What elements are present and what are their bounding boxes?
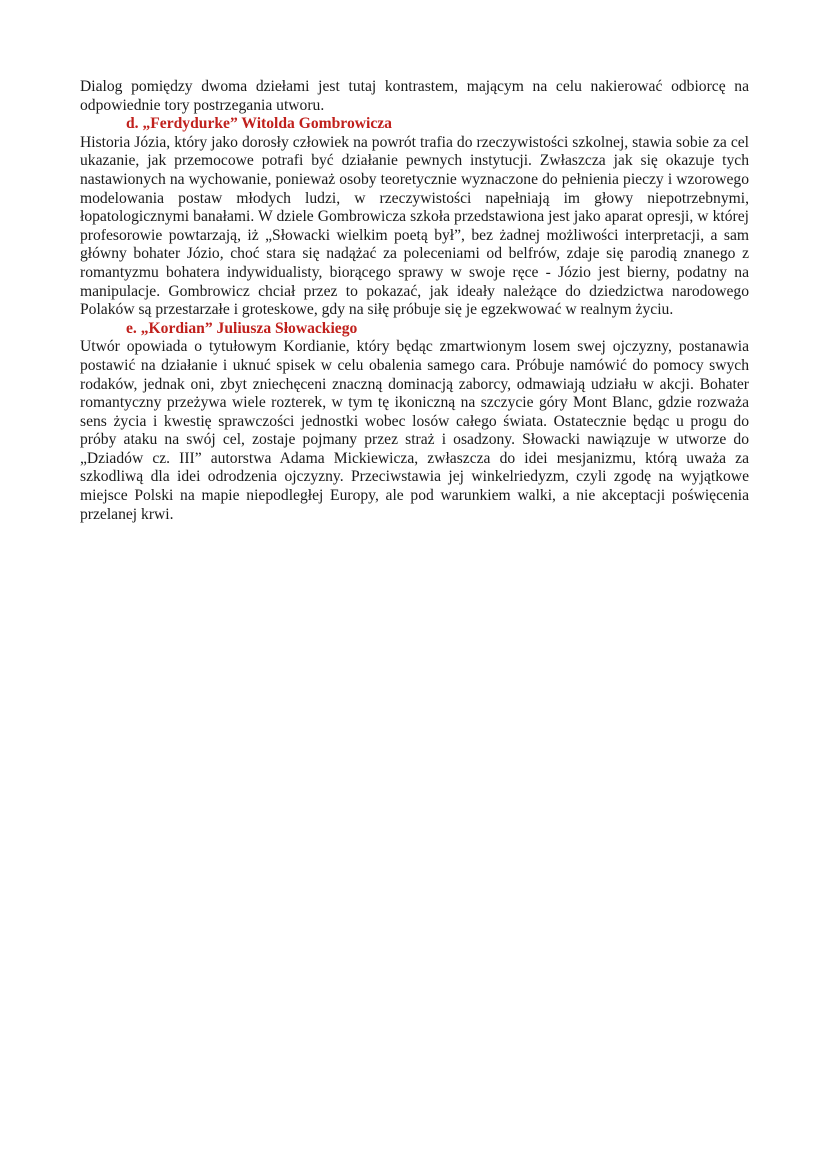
section-heading-ferdydurke: d. „Ferdydurke” Witolda Gombrowicza bbox=[126, 115, 392, 133]
section-body-kordian: Utwór opowiada o tytułowym Kordianie, który będąc zmartwionym losem swej ojczyzny, postanawia postawić na działanie i uknuć spisek w celu obalenia samego cara. Próbuje namówić do pomocy swych rodaków, jednak oni, zbyt zniechęceni znaczną dominacją zaborcy, odmawiają udziału w akcji. Bohater romantyczny przeżywa wiele rozterek, w tym tę ikoniczną na szczycie góry Mont Blanc, gdzie rozważa sens życia i kwestię sprawczości jednostki wobec losów całego świata. Ostatecznie będąc u progu do próby ataku na swój cel, zostaje pojmany przez straż i osadzony. Słowacki nawiązuje w utworze do „Dziadów cz. III” autorstwa Adama Mickiewicza, zwłaszcza do idei mesjanizmu, którą uważa za szkodliwą dla idei odrodzenia ojczyzny. Przeciwstawia jej winkelriedyzm, czyli zgodę na wyjątkowe miejsce Polski na mapie niepodległej Europy, ale pod warunkiem walki, a nie akceptacji poświęcenia przelanej krwi. bbox=[80, 338, 749, 523]
document-body bbox=[80, 78, 749, 524]
section-body-ferdydurke: Historia Józia, który jako dorosły człowiek na powrót trafia do rzeczywistości szkolnej, stawia sobie za cel ukazanie, jak przemocowe potrafi być działanie pewnych instytucji. Zwłaszcza jak się okazuje tych nastawionych na wychowanie, ponieważ osoby teoretycznie wyznaczone do pełnienia pieczy i wzorowego modelowania postaw młodych ludzi, w rzeczywistości napełniają im głowy niepotrzebnymi, łopatologicznymi banałami. W dziele Gombrowicza szkoła przedstawiona jest jako aparat opresji, w której profesorowie powtarzają, iż „Słowacki wielkim poetą był”, bez żadnej możliwości interpretacji, a sam główny bohater Józio, choć stara się nadążać za poleceniami od belfrów, zdaje się parodią znanego z romantyzmu bohatera indywidualisty, biorącego sprawy w swoje ręce - Józio jest bierny, podatny na manipulacje. Gombrowicz chciał przez to pokazać, jak ideały należące do dziedzictwa narodowego Polaków są przestarzałe i groteskowe, gdy na siłę próbuje się je egzekwować w realnym życiu. bbox=[80, 133, 749, 319]
intro-paragraph: Dialog pomiędzy dwoma dziełami jest tutaj kontrastem, mającym na celu nakierować odbiorcę na odpowiednie tory postrzegania utworu. bbox=[80, 78, 749, 114]
section-heading-kordian: e. „Kordian” Juliusza Słowackiego bbox=[126, 319, 358, 337]
